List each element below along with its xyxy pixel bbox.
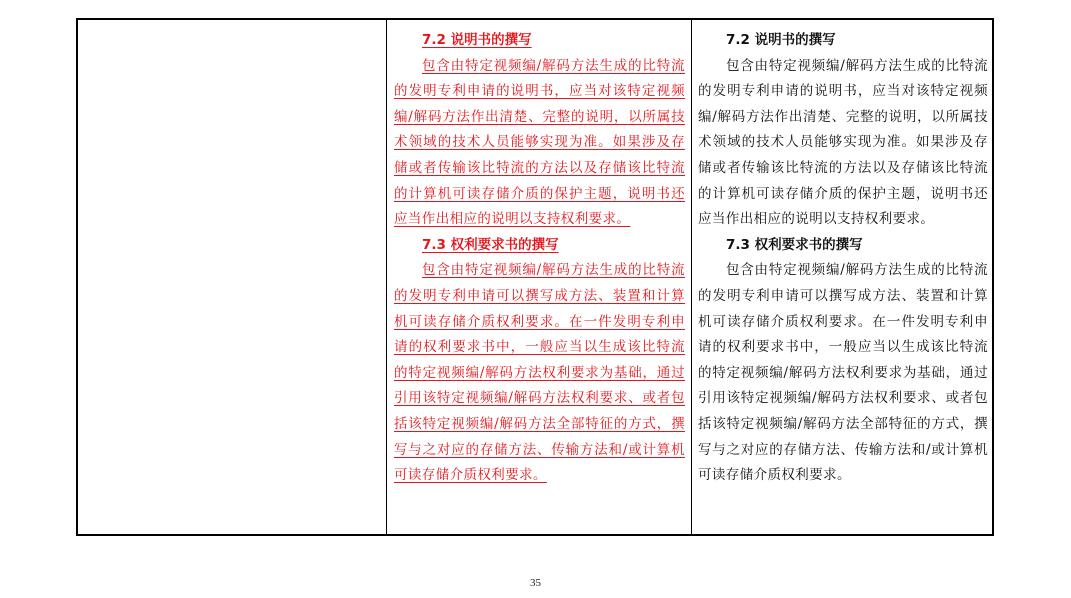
section-7-2-body-original: 包含由特定视频编/解码方法生成的比特流的发明专利申请的说明书，应当对该特定视频编/解码方法作出清楚、完整的说明，以所属技术领域的技术人员能够实现为准。如果涉及存储或者传输该比特流的方法以及存储该比特流的计算机可读存储介质的保护主题，说明书还应当作出相应的说明以支持权利要求。	[698, 57, 988, 228]
section-7-2-body-revised: 包含由特定视频编/解码方法生成的比特流的发明专利申请的说明书，应当对该特定视频编/解码方法作出清楚、完整的说明，以所属技术领域的技术人员能够实现为准。如果涉及存储或者传输该比特流的方法以及存储该比特流的计算机可读存储介质的保护主题，说明书还应当作出相应的说明以支持权利要求。	[394, 57, 685, 228]
original-text-column	[692, 20, 992, 534]
page-number: 35	[530, 577, 541, 589]
revised-text-column	[387, 20, 692, 534]
section-7-2-title-original: 7.2 说明书的撰写	[726, 32, 836, 48]
comparison-table	[76, 18, 994, 536]
blank-column	[78, 20, 387, 534]
section-7-3-body-revised: 包含由特定视频编/解码方法生成的比特流的发明专利申请可以撰写成方法、装置和计算机可读存储介质权利要求。在一件发明专利申请的权利要求书中，一般应当以生成该比特流的特定视频编/解码方法权利要求为基础，通过引用该特定视频编/解码方法权利要求、或者包括该特定视频编/解码方法全部特征的方式，撰写与之对应的存储方法、传输方法和/或计算机可读存储介质权利要求。	[394, 262, 685, 484]
section-7-3-title-original: 7.3 权利要求书的撰写	[726, 236, 863, 253]
section-7-2-title-revised: 7.2 说明书的撰写	[422, 32, 532, 48]
section-7-3-title-revised: 7.3 权利要求书的撰写	[422, 236, 559, 253]
section-7-3-body-original: 包含由特定视频编/解码方法生成的比特流的发明专利申请可以撰写成方法、装置和计算机可读存储介质权利要求。在一件发明专利申请的权利要求书中，一般应当以生成该比特流的特定视频编/解码方法权利要求为基础，通过引用该特定视频编/解码方法权利要求、或者包括该特定视频编/解码方法全部特征的方式，撰写与之对应的存储方法、传输方法和/或计算机可读存储介质权利要求。	[698, 262, 988, 484]
